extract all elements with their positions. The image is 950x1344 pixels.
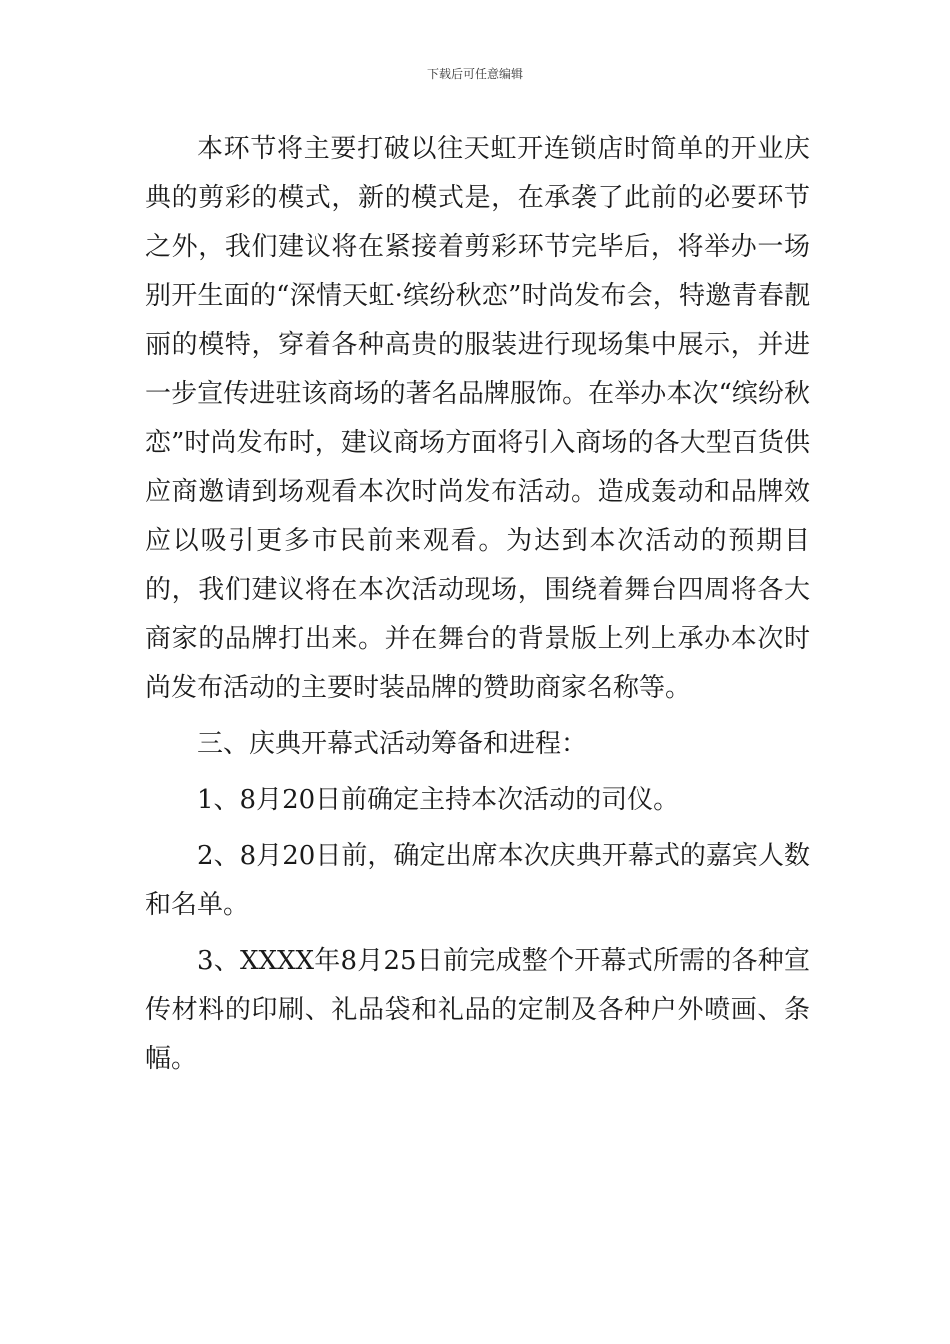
list-item-2: 2、8月20日前，确定出席本次庆典开幕式的嘉宾人数和名单。 — [145, 841, 810, 920]
document-body — [145, 125, 810, 1091]
list-item-3: 3、XXXX年8月25日前完成整个开幕式所需的各种宣传材料的印刷、礼品袋和礼品的定制及各种户外喷画、条幅。 — [145, 946, 810, 1074]
section-heading: 三、庆典开幕式活动筹备和进程： — [197, 729, 588, 759]
page-header-note: 下载后可任意编辑 — [426, 67, 523, 81]
list-item-1: 1、8月20日前确定主持本次活动的司仪。 — [197, 785, 680, 815]
paragraph-intro: 本环节将主要打破以往天虹开连锁店时简单的开业庆典的剪彩的模式，新的模式是，在承袭了此前的必要环节之外，我们建议将在紧接着剪彩环节完毕后，将举办一场别开生面的“深情天虹·缤纷秋恋”时尚发布会，特邀青春靓丽的模特，穿着各种高贵的服装进行现场集中展示，并进一步宣传进驻该商场的著名品牌服饰。在举办本次“缤纷秋恋”时尚发布时，建议商场方面将引入商场的各大型百货供应商邀请到场观看本次时尚发布活动。造成轰动和品牌效应以吸引更多市民前来观看。为达到本次活动的预期目的，我们建议将在本次活动现场，围绕着舞台四周将各大商家的品牌打出来。并在舞台的背景版上列上承办本次时尚发布活动的主要时装品牌的赞助商家名称等。 — [145, 134, 810, 703]
